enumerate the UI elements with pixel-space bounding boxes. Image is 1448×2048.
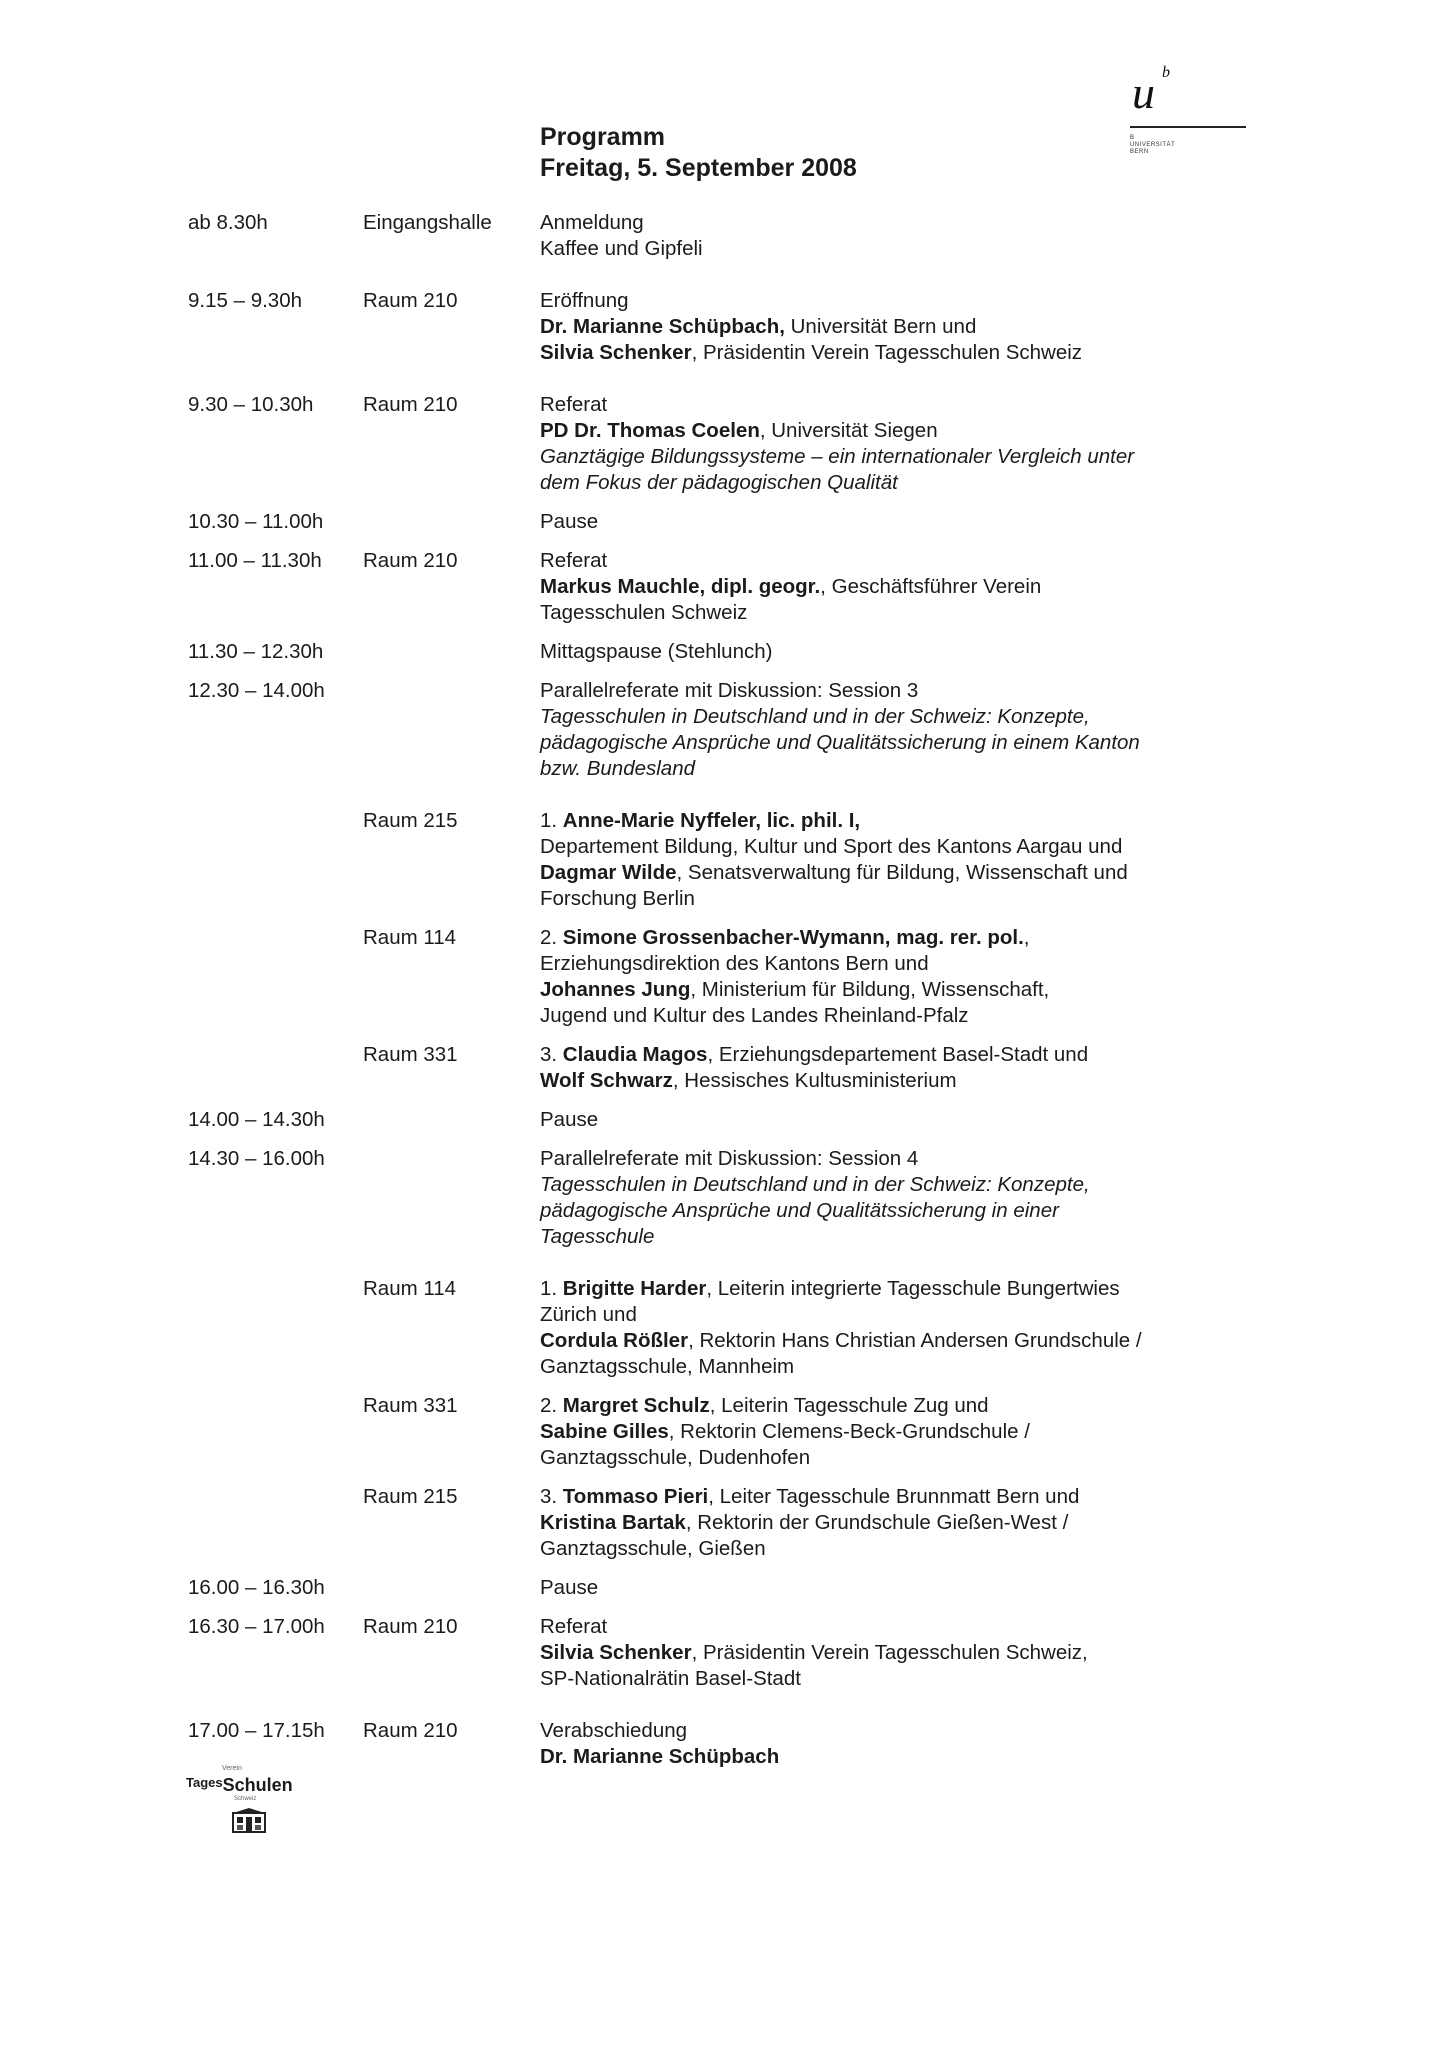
description-text: , Hessisches Kultusministerium (672, 1069, 957, 1092)
description-line (540, 1744, 1240, 1770)
speaker-name: Claudia Magos (562, 1043, 708, 1066)
talk-title: pädagogische Ansprüche und Qualitätssicherung in einem Kanton (540, 731, 1140, 754)
entry-room: Raum 210 (363, 1615, 458, 1638)
description-line (540, 340, 1240, 366)
entry-time: 14.00 – 14.30h (188, 1108, 325, 1131)
entry-description (540, 1107, 1240, 1133)
speaker-name: Tommaso Pieri (562, 1485, 709, 1508)
description-line (540, 1536, 1240, 1562)
title-line1: Programm (540, 123, 666, 151)
entry-description (540, 1718, 1240, 1770)
entry-room: Raum 215 (363, 1485, 458, 1508)
description-text: , Ministerium für Bildung, Wissenschaft, (690, 978, 1050, 1001)
description-text: , Leiterin Tagesschule Zug und (709, 1394, 989, 1417)
description-text: Verabschiedung (540, 1719, 688, 1742)
description-text: Departement Bildung, Kultur und Sport des Kantons Aargau und (540, 835, 1123, 858)
description-line (540, 860, 1240, 886)
entry-room: Raum 331 (363, 1394, 458, 1417)
title-line2: Freitag, 5. September 2008 (540, 154, 857, 182)
speaker-name: Margret Schulz (562, 1394, 710, 1417)
speaker-name: Kristina Bartak (540, 1511, 686, 1534)
description-text: , Geschäftsführer Verein (820, 575, 1042, 598)
description-line (540, 1224, 1240, 1250)
entry-description (540, 509, 1240, 535)
entry-description (540, 1614, 1240, 1692)
entry-room: Raum 215 (363, 809, 458, 832)
speaker-name: PD Dr. Thomas Coelen (540, 419, 760, 442)
description-line (540, 886, 1240, 912)
tlogo-word2: Schulen (222, 1775, 293, 1795)
logo-name-line3: BERN (1130, 149, 1149, 155)
description-line (540, 1068, 1240, 1094)
description-line (540, 639, 1240, 665)
entry-time: 14.30 – 16.00h (188, 1147, 325, 1170)
description-line (540, 1172, 1240, 1198)
description-line (540, 756, 1240, 782)
logo-name-line1: B (1130, 135, 1135, 141)
page-title (540, 122, 857, 184)
description-line (540, 210, 1240, 236)
talk-title: bzw. Bundesland (540, 757, 696, 780)
description-text: Zürich und (540, 1303, 637, 1326)
description-line (540, 1354, 1240, 1380)
description-line (540, 1575, 1240, 1601)
tlogo-bottom-small: Schweiz (234, 1796, 257, 1802)
description-line (540, 1328, 1240, 1354)
entry-time: ab 8.30h (188, 211, 268, 234)
description-line (540, 1666, 1240, 1692)
description-text: Ganztagsschule, Dudenhofen (540, 1446, 811, 1469)
description-line (540, 236, 1240, 262)
description-line (540, 925, 1240, 951)
entry-room: Raum 114 (363, 1277, 457, 1300)
entry-room: Raum 210 (363, 549, 458, 572)
speaker-name: Silvia Schenker (540, 341, 692, 364)
entry-room: Raum 210 (363, 1719, 458, 1742)
logo-name (1130, 135, 1175, 156)
description-line (540, 548, 1240, 574)
speaker-name: Dr. Marianne Schüpbach (540, 1745, 780, 1768)
logo-rule (1130, 126, 1246, 128)
description-text: Referat (540, 393, 608, 416)
description-text: Ganztagsschule, Gießen (540, 1537, 766, 1560)
logo-superscript: b (1162, 64, 1170, 81)
speaker-name: Sabine Gilles (540, 1420, 669, 1443)
description-text: , Rektorin Hans Christian Andersen Grundschule / (688, 1329, 1142, 1352)
description-line (540, 418, 1240, 444)
entry-description (540, 548, 1240, 626)
speaker-name: Markus Mauchle, dipl. geogr. (540, 575, 821, 598)
description-text: 3. (540, 1485, 563, 1508)
speaker-name: Wolf Schwarz (540, 1069, 673, 1092)
description-line (540, 1718, 1240, 1744)
talk-title: Tagesschule (540, 1225, 655, 1248)
speaker-name: Dr. Marianne Schüpbach, (540, 315, 785, 338)
logo-name-line2: UNIVERSITÄT (1130, 142, 1176, 148)
university-logo (1120, 62, 1246, 172)
description-line (540, 600, 1240, 626)
description-line (540, 730, 1240, 756)
description-text: 2. (540, 1394, 563, 1417)
talk-title: Tagesschulen in Deutschland und in der Schweiz: Konzepte, (540, 705, 1090, 728)
description-line (540, 1419, 1240, 1445)
entry-time: 11.30 – 12.30h (188, 640, 324, 663)
description-text: Ganztagsschule, Mannheim (540, 1355, 795, 1378)
description-text: Eröffnung (540, 289, 629, 312)
entry-description (540, 1393, 1240, 1471)
description-text: Pause (540, 510, 599, 533)
description-line (540, 1445, 1240, 1471)
speaker-name: Johannes Jung (540, 978, 691, 1001)
speaker-name: Brigitte Harder (562, 1277, 707, 1300)
description-text: , Präsidentin Verein Tagesschulen Schweiz (691, 341, 1083, 364)
description-text: , Rektorin der Grundschule Gießen-West / (685, 1511, 1069, 1534)
description-text: Erziehungsdirektion des Kantons Bern und (540, 952, 929, 975)
description-text: Pause (540, 1576, 599, 1599)
description-text: , Universität Siegen (759, 419, 938, 442)
talk-title: Ganztägige Bildungssysteme – ein internationaler Vergleich unter (540, 445, 1135, 468)
description-text: , Rektorin Clemens-Beck-Grundschule / (668, 1420, 1030, 1443)
description-line (540, 1640, 1240, 1666)
description-text: Parallelreferate mit Diskussion: Session 4 (540, 1147, 919, 1170)
description-line (540, 1198, 1240, 1224)
description-line (540, 977, 1240, 1003)
description-line (540, 1003, 1240, 1029)
entry-room: Raum 114 (363, 926, 457, 949)
entry-description (540, 925, 1240, 1029)
description-text: Referat (540, 1615, 608, 1638)
description-text: Mittagspause (Stehlunch) (540, 640, 773, 663)
description-text: , Erziehungsdepartement Basel-Stadt und (707, 1043, 1089, 1066)
description-text: 3. (540, 1043, 563, 1066)
entry-time: 12.30 – 14.00h (188, 679, 325, 702)
entry-time: 11.00 – 11.30h (188, 549, 322, 572)
description-text: Anmeldung (540, 211, 644, 234)
talk-title: pädagogische Ansprüche und Qualitätssicherung in einer (540, 1199, 1059, 1222)
description-line (540, 314, 1240, 340)
description-line (540, 392, 1240, 418)
entry-description (540, 392, 1240, 496)
tlogo-word1: Tages (186, 1775, 223, 1790)
description-text: Universität Bern und (784, 315, 977, 338)
entry-description (540, 1042, 1240, 1094)
entry-description (540, 808, 1240, 912)
description-text: Tagesschulen Schweiz (540, 601, 748, 624)
description-line (540, 288, 1240, 314)
tlogo-wordmark (186, 1773, 293, 1797)
description-line (540, 470, 1240, 496)
logo-letter: u (1132, 67, 1155, 118)
description-line (540, 1393, 1240, 1419)
description-text: , Präsidentin Verein Tagesschulen Schweiz, (691, 1641, 1088, 1664)
description-text: Forschung Berlin (540, 887, 695, 910)
entry-room: Raum 210 (363, 393, 458, 416)
description-line (540, 1302, 1240, 1328)
entry-description (540, 1484, 1240, 1562)
entry-description (540, 678, 1240, 782)
entry-time: 9.30 – 10.30h (188, 393, 314, 416)
description-line (540, 1107, 1240, 1133)
description-text: , Senatsverwaltung für Bildung, Wissenschaft und (676, 861, 1128, 884)
description-line (540, 1042, 1240, 1068)
entry-room: Raum 331 (363, 1043, 458, 1066)
description-line (540, 808, 1240, 834)
entry-room: Eingangshalle (363, 211, 492, 234)
description-line (540, 1146, 1240, 1172)
description-text: Kaffee und Gipfeli (540, 237, 703, 260)
speaker-name: Anne-Marie Nyffeler, lic. phil. I, (562, 809, 861, 832)
entry-time: 9.15 – 9.30h (188, 289, 302, 312)
tagesschulen-logo (186, 1765, 326, 1865)
entry-description (540, 210, 1240, 262)
entry-time: 16.00 – 16.30h (188, 1576, 325, 1599)
description-text: 2. (540, 926, 563, 949)
description-text: Referat (540, 549, 608, 572)
description-line (540, 834, 1240, 860)
description-text: SP-Nationalrätin Basel-Stadt (540, 1667, 801, 1690)
speaker-name: Cordula Rößler (540, 1329, 689, 1352)
description-text: , Leiter Tagesschule Brunnmatt Bern und (708, 1485, 1080, 1508)
description-line (540, 704, 1240, 730)
talk-title: dem Fokus der pädagogischen Qualität (540, 471, 898, 494)
talk-title: Tagesschulen in Deutschland und in der Schweiz: Konzepte, (540, 1173, 1090, 1196)
description-line (540, 574, 1240, 600)
entry-description (540, 1146, 1240, 1250)
description-text: 1. (540, 1277, 563, 1300)
description-text: Jugend und Kultur des Landes Rheinland-Pfalz (540, 1004, 969, 1027)
tlogo-top-small: Verein (222, 1765, 242, 1772)
entry-description (540, 288, 1240, 366)
speaker-name: Dagmar Wilde (540, 861, 677, 884)
entry-time: 17.00 – 17.15h (188, 1719, 325, 1742)
description-text: Parallelreferate mit Diskussion: Session 3 (540, 679, 919, 702)
entry-time: 10.30 – 11.00h (188, 510, 324, 533)
description-text: , (1023, 926, 1030, 949)
description-text: 1. (540, 809, 563, 832)
description-text: , Leiterin integrierte Tagesschule Bungertwies (706, 1277, 1120, 1300)
school-building-icon (232, 1807, 266, 1833)
description-line (540, 1276, 1240, 1302)
entry-description (540, 1276, 1240, 1380)
description-line (540, 1614, 1240, 1640)
description-line (540, 1510, 1240, 1536)
description-text: Pause (540, 1108, 599, 1131)
entry-room: Raum 210 (363, 289, 458, 312)
entry-time: 16.30 – 17.00h (188, 1615, 325, 1638)
speaker-name: Silvia Schenker (540, 1641, 692, 1664)
description-line (540, 1484, 1240, 1510)
description-line (540, 678, 1240, 704)
entry-description (540, 639, 1240, 665)
description-line (540, 951, 1240, 977)
description-line (540, 509, 1240, 535)
description-line (540, 444, 1240, 470)
entry-description (540, 1575, 1240, 1601)
speaker-name: Simone Grossenbacher-Wymann, mag. rer. pol. (562, 926, 1024, 949)
